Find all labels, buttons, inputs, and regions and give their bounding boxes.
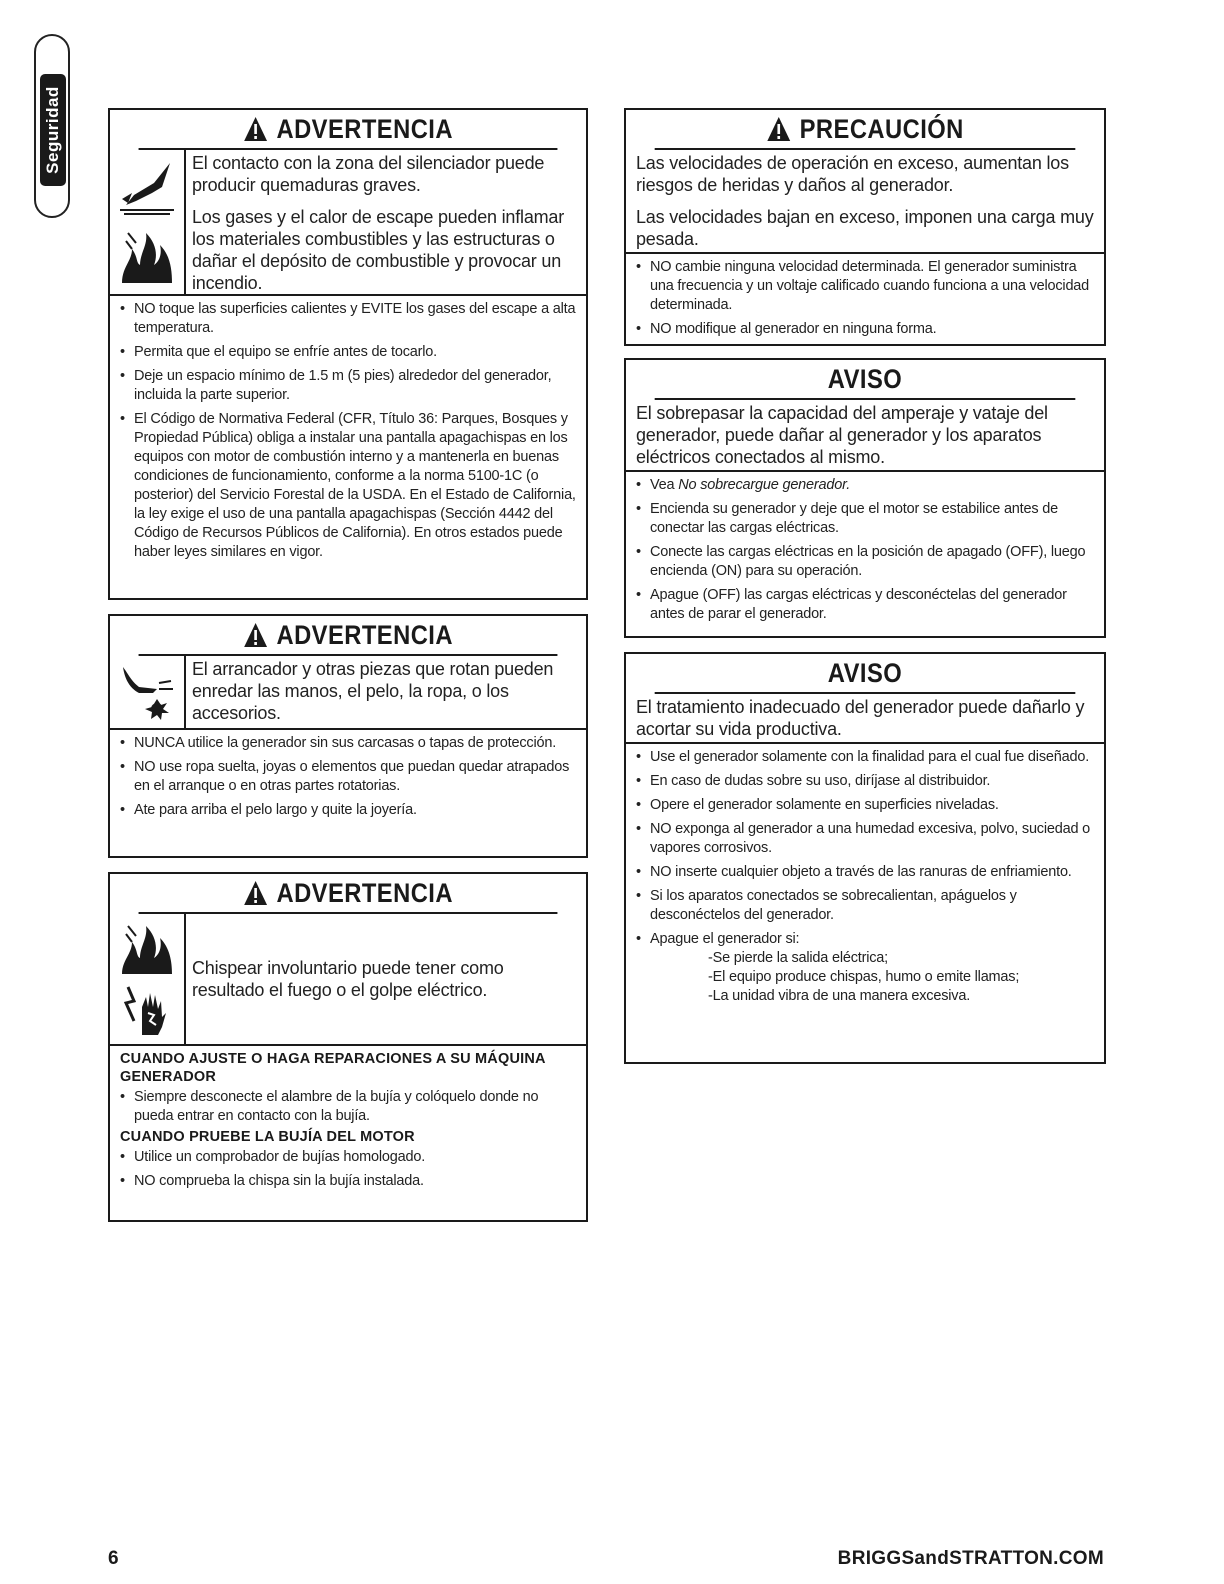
warning-box-sparking [108, 872, 588, 1222]
list-item: • NO toque las superficies calientes y EVITE los gases del escape a alta temperatura. [120, 300, 576, 338]
hazard-icons [110, 150, 186, 294]
sub-item: -La unidad vibra de una manera excesiva. [708, 988, 971, 1004]
caution-message: Las velocidades de operación en exceso, aumentan los riesgos de heridas y daños al generador. [636, 153, 1069, 195]
list-item: • Permita que el equipo se enfríe antes de tocarlo. [120, 343, 576, 362]
bullet-list [626, 744, 1104, 1012]
box-title-text: ADVERTENCIA [276, 619, 453, 650]
website-url: BRIGGSandSTRATTON.COM [837, 1548, 1104, 1569]
section-tab-inner [40, 74, 66, 186]
sub-item: -El equipo produce chispas, humo o emite llamas; [708, 969, 1020, 985]
warning-triangle-icon [243, 116, 268, 142]
bullet-list [626, 472, 1104, 630]
list-item: • Utilice un comprobador de bujías homologado. [120, 1148, 576, 1167]
list-item: • NO use ropa suelta, joyas o elementos que puedan quedar atrapados en el arranque o en otras partes rotatorias. [120, 758, 576, 796]
sub-item: -Se pierde la salida eléctrica; [708, 950, 888, 966]
hazard-icons [110, 914, 186, 1044]
list-item: • NO cambie ninguna velocidad determinada. El generador suministra una frecuencia y un voltaje calificado cuando funciona a una velocidad determinada. [636, 258, 1094, 315]
warning-triangle-icon [243, 622, 268, 648]
list-item: • NO inserte cualquier objeto a través de las ranuras de enfriamiento. [636, 863, 1094, 882]
box-title [139, 110, 558, 150]
box-title [655, 360, 1076, 400]
electric-shock-icon [118, 983, 176, 1037]
list-item: • Conecte las cargas eléctricas en la posición de apagado (OFF), luego encienda (ON) para su operación. [636, 543, 1094, 581]
hot-surface-icon [118, 159, 176, 217]
section-heading: CUANDO AJUSTE O HAGA REPARACIONES A SU MÁQUINA GENERADOR [120, 1051, 546, 1085]
box-title-text: ADVERTENCIA [276, 877, 453, 908]
bullet-list [110, 296, 586, 568]
box-title [139, 616, 558, 656]
caution-box-speed [624, 108, 1106, 346]
box-title [139, 874, 558, 914]
warning-triangle-icon [766, 116, 791, 142]
box-title [655, 110, 1076, 150]
message-row [110, 150, 586, 296]
page-number: 6 [108, 1548, 119, 1569]
warning-triangle-icon [243, 880, 268, 906]
message-texts [186, 914, 586, 1044]
box-title-text: PRECAUCIÓN [799, 113, 964, 144]
box-title-text: AVISO [827, 657, 903, 688]
fire-icon [118, 227, 176, 285]
bullet-list [110, 730, 586, 826]
bullet-list [110, 1146, 586, 1197]
caution-message: Las velocidades bajan en exceso, imponen una carga muy pesada. [636, 207, 1094, 249]
warning-box-exhaust [108, 108, 588, 600]
notice-message: El sobrepasar la capacidad del amperaje y vataje del generador, puede dañar al generador y los aparatos eléctricos conectados al mismo. [626, 400, 1104, 472]
message-texts [186, 150, 586, 294]
list-item [636, 476, 1094, 495]
notice-box-misuse [624, 652, 1106, 1064]
section-heading: CUANDO PRUEBE LA BUJÍA DEL MOTOR [120, 1129, 415, 1145]
box-title-text: AVISO [827, 363, 903, 394]
list-item-text: Apague el generador si: [650, 931, 800, 947]
list-item: • Opere el generador solamente en superficies niveladas. [636, 796, 1094, 815]
list-item: • En caso de dudas sobre su uso, diríjase al distribuidor. [636, 772, 1094, 791]
message-row [110, 656, 586, 730]
caution-messages [626, 150, 1104, 254]
bullet-list [110, 1086, 586, 1128]
list-item: • Deje un espacio mínimo de 1.5 m (5 pies) alrededor del generador, incluida la parte superior. [120, 367, 576, 405]
hazard-icons [110, 656, 186, 728]
box-title [655, 654, 1076, 694]
list-item: • Siempre desconecte el alambre de la bujía y colóquelo donde no pueda entrar en contacto con la bujía. [120, 1088, 576, 1126]
list-item: • Encienda su generador y deje que el motor se estabilice antes de conectar las cargas eléctricas. [636, 500, 1094, 538]
see-reference: No sobrecargue generador. [678, 477, 851, 493]
bullet-list [626, 254, 1104, 345]
section-tab [34, 34, 70, 218]
notice-message: El tratamiento inadecuado del generador puede dañarlo y acortar su vida productiva. [626, 694, 1104, 744]
notice-box-overload [624, 358, 1106, 638]
hazard-message: El arrancador y otras piezas que rotan pueden enredar las manos, el pelo, la ropa, o los accesorios. [192, 659, 554, 723]
hazard-message: El contacto con la zona del silenciador puede producir quemaduras graves. [192, 153, 545, 195]
list-item: • NO modifique al generador en ninguna forma. [636, 320, 1094, 339]
list-item: • NO exponga al generador a una humedad excesiva, polvo, suciedad o vapores corrosivos. [636, 820, 1094, 858]
box-title-text: ADVERTENCIA [276, 113, 453, 144]
message-texts [186, 656, 586, 728]
hazard-message: Los gases y el calor de escape pueden inflamar los materiales combustibles y las estructuras o dañar el depósito de combustible y provocar un incendio. [192, 207, 565, 293]
list-item: • Ate para arriba el pelo largo y quite la joyería. [120, 801, 576, 820]
entanglement-icon [117, 661, 177, 723]
list-item: • El Código de Normativa Federal (CFR, Título 36: Parques, Bosques y Propiedad Pública) obliga a instalar una pantalla apagachispas en los equipos con motor de combustión interno y a mantenerla en buenas condiciones de funcionamiento, conforme a la norma 5100-1C (o posterior) del Servicio Forestal de la USDA. En el Estado de California, la ley exige el uso de una pantalla apagachispas (Sección 4442 del Código de Recursos Públicos de California). En otros estados puede haber leyes similares en vigor. [120, 410, 576, 562]
warning-box-rotating-parts [108, 614, 588, 858]
list-item: • NUNCA utilice la generador sin sus carcasas o tapas de protección. [120, 734, 576, 753]
hazard-message: Chispear involuntario puede tener como resultado el fuego o el golpe eléctrico. [192, 958, 504, 1000]
message-row [110, 914, 586, 1046]
list-item: • Apague (OFF) las cargas eléctricas y desconéctelas del generador antes de parar el generador. [636, 586, 1094, 624]
list-item: • Si los aparatos conectados se sobrecalientan, apáguelos y desconéctelos del generador. [636, 887, 1094, 925]
section-tab-label: Seguridad [43, 86, 62, 174]
list-item: • NO comprueba la chispa sin la bujía instalada. [120, 1172, 576, 1191]
see-prefix: Vea [650, 477, 675, 493]
fire-icon [118, 922, 176, 976]
list-item [636, 930, 1094, 1006]
list-item: • Use el generador solamente con la finalidad para el cual fue diseñado. [636, 748, 1094, 767]
